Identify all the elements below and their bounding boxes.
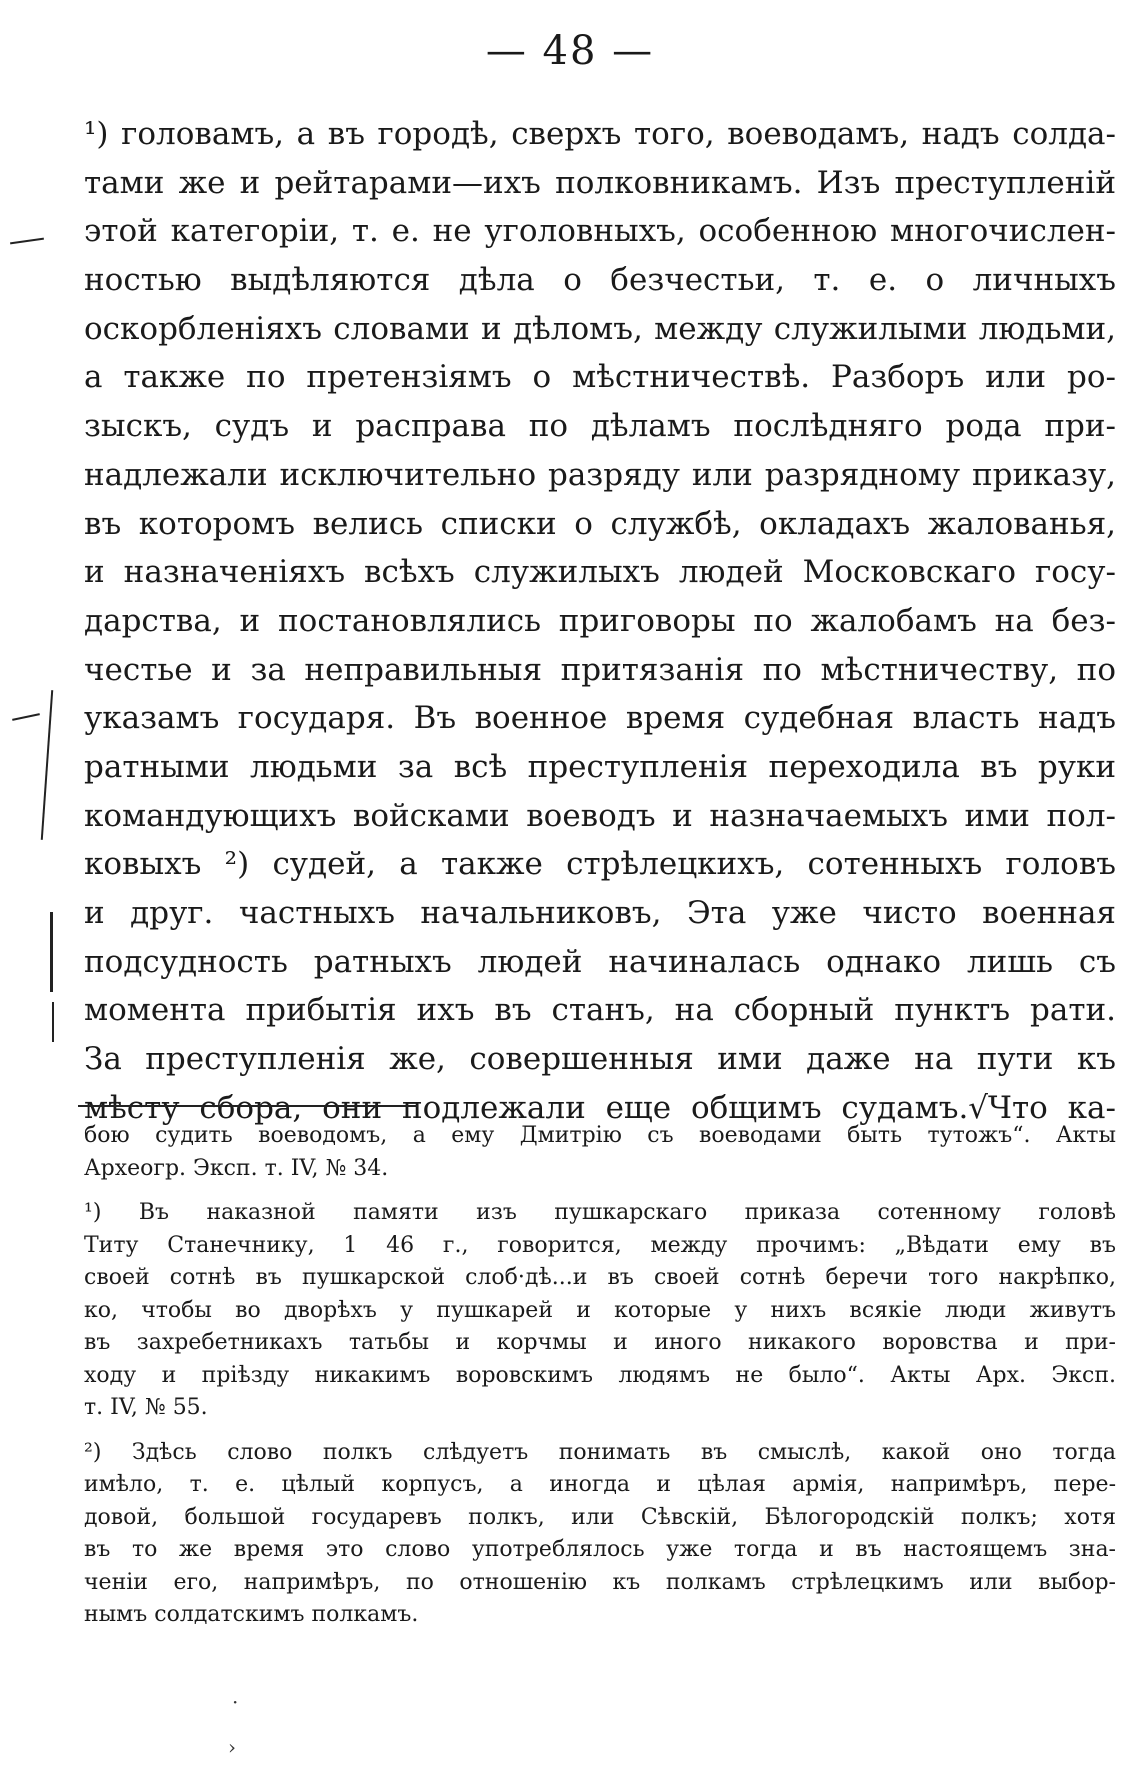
margin-bracket-mark	[50, 912, 53, 992]
footnote-line: ходу и пріѣзду никакимъ воровскимъ людямъ не было“. Акты Арх. Эксп.	[84, 1362, 1116, 1388]
text-line: За преступленія же, совершенныя ими даже на пути къ	[84, 1041, 1116, 1078]
margin-dash-mark	[12, 713, 40, 721]
page-number: — 48 —	[485, 28, 655, 74]
footnote-line: ²) Здѣсь слово полкъ слѣдуетъ понимать въ смыслѣ, какой оно тогда	[84, 1439, 1116, 1465]
footnote-line: бою судить воеводомъ, а ему Дмитрію съ воеводами быть тутожъ“. Акты	[84, 1123, 1116, 1148]
stray-mark: ›	[228, 1735, 236, 1759]
footnote-line: довой, большой государевъ полкъ, или Сѣвскій, Бѣлогородскій полкъ; хотя	[84, 1504, 1116, 1530]
text-line: дарства, и постановлялись приговоры по жалобамъ на без-	[84, 602, 1116, 639]
footnote-line: т. IV, № 55.	[84, 1395, 208, 1420]
footnote-line: нымъ солдатскимъ полкамъ.	[84, 1602, 419, 1627]
text-line: мѣсту сбора, они подлежали еще общимъ судамъ.√Что ка-	[84, 1089, 1116, 1126]
text-line: ностью выдѣляются дѣла о безчестьи, т. е. о личныхъ	[84, 262, 1116, 299]
footnote-line: Титу Станечнику, 1 46 г., говорится, между прочимъ: „Вѣдати ему въ	[84, 1232, 1116, 1258]
footnote-line: своей сотнѣ въ пушкарской слоб·дѣ...и въ своей сотнѣ беречи того накрѣпко,	[84, 1265, 1116, 1290]
text-line: надлежали исключительно разряду или разрядному приказу,	[84, 456, 1116, 493]
stray-mark: ·	[232, 1690, 239, 1714]
text-line: зыскъ, судъ и расправа по дѣламъ послѣдняго рода при-	[84, 408, 1116, 445]
text-line: указамъ государя. Въ военное время судебная власть надъ	[84, 700, 1116, 737]
footnote-line: ко, чтобы во дворѣхъ у пушкарей и которые у нихъ всякіе люди живутъ	[84, 1297, 1116, 1323]
text-line: и назначеніяхъ всѣхъ служилыхъ людей Московскаго госу-	[84, 554, 1116, 591]
text-line: оскорбленіяхъ словами и дѣломъ, между служилыми людьми,	[84, 310, 1116, 347]
footnote-divider	[78, 1105, 418, 1107]
footnote-line: имѣло, т. е. цѣлый корпусъ, а иногда и цѣлая армія, напримѣръ, пере-	[84, 1472, 1116, 1497]
main-text	[84, 110, 1116, 1132]
footnote-line: Археогр. Эксп. т. IV, № 34.	[84, 1155, 389, 1181]
text-line: и друг. частныхъ начальниковъ, Эта уже чисто военная	[84, 895, 1116, 931]
text-line: командующихъ войсками воеводъ и назначаемыхъ ими пол-	[84, 797, 1116, 834]
text-line: честье и за неправильныя притязанія по мѣстничеству, по	[84, 651, 1116, 688]
footnote-line: въ захребетникахъ татьбы и корчмы и иного никакого воровства и при-	[84, 1330, 1116, 1355]
margin-bracket-mark	[41, 690, 53, 840]
footnote-gap	[84, 1425, 1116, 1437]
text-line: подсудность ратныхъ людей начиналась однако лишь съ	[84, 943, 1116, 980]
footnote-line: въ то же время это слово употреблялось уже тогда и въ настоящемъ зна-	[84, 1537, 1116, 1562]
text-line: а также по претензіямъ о мѣстничествѣ. Разборъ или ро-	[84, 359, 1116, 396]
text-line: въ которомъ велись списки о службѣ, окладахъ жалованья,	[84, 505, 1116, 542]
text-line: ¹) головамъ, а въ городѣ, сверхъ того, воеводамъ, надъ солда-	[84, 116, 1116, 152]
text-line: ратными людьми за всѣ преступленія переходила въ руки	[84, 748, 1116, 785]
text-line: этой категоріи, т. е. не уголовныхъ, особенною многочислен-	[84, 213, 1116, 250]
footnote-line: ченіи его, напримѣръ, по отношенію къ полкамъ стрѣлецкимъ или выбор-	[84, 1569, 1116, 1595]
text-line: тами же и рейтарами—ихъ полковникамъ. Изъ преступленій	[84, 164, 1116, 201]
text-line: ковыхъ ²) судей, а также стрѣлецкихъ, сотенныхъ головъ	[84, 846, 1116, 883]
footnote-line: ¹) Въ наказной памяти изъ пушкарскаго приказа сотенному головѣ	[84, 1200, 1116, 1225]
footnote-gap	[84, 1185, 1116, 1197]
margin-bracket-mark	[52, 1002, 54, 1042]
footnotes	[84, 1120, 1116, 1632]
margin-dash-mark	[10, 238, 44, 245]
text-line: момента прибытія ихъ въ станъ, на сборный пунктъ рати.	[84, 992, 1116, 1029]
